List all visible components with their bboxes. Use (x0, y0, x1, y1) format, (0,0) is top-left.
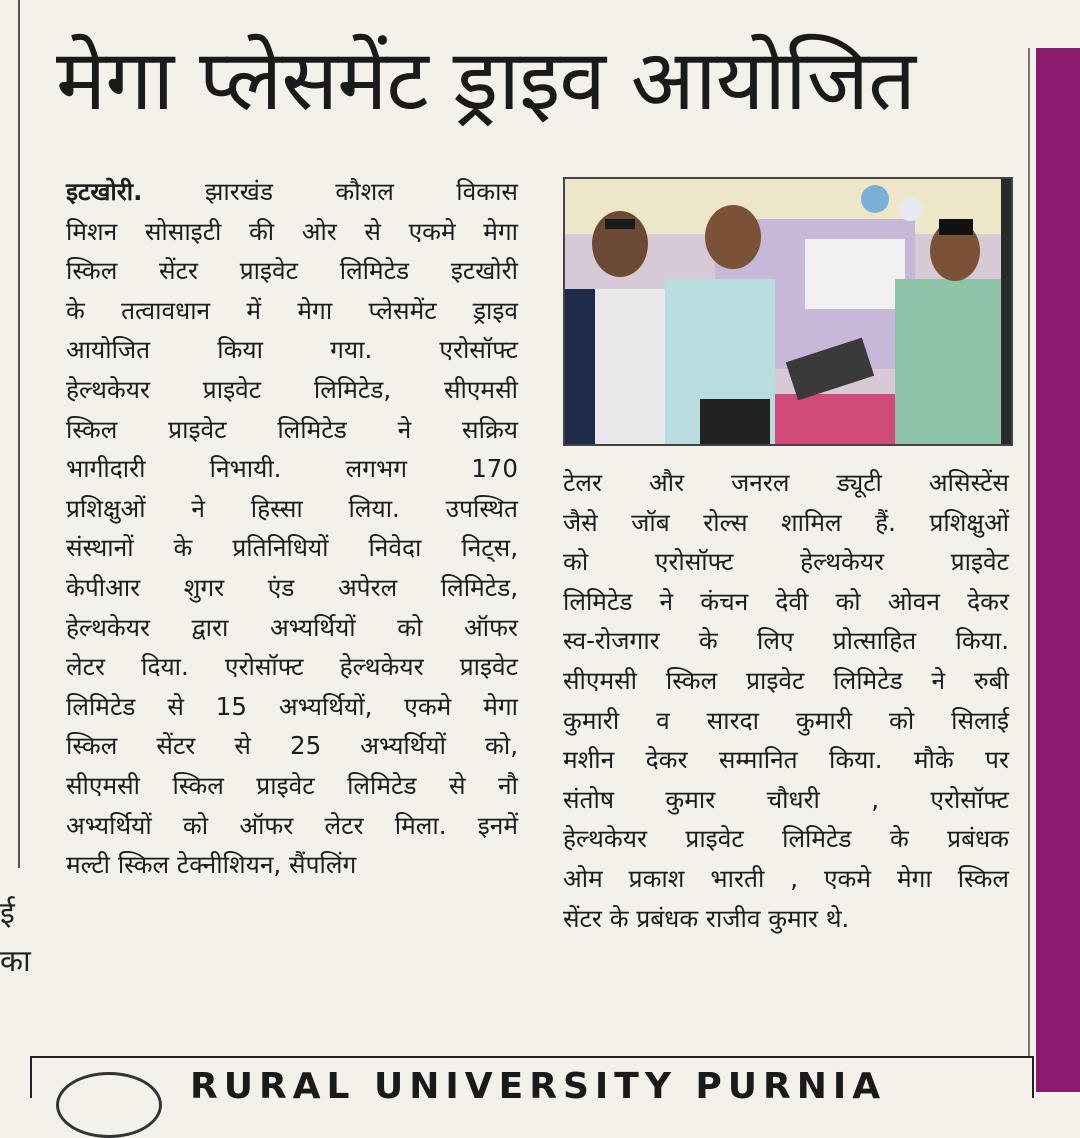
right-line-7: मशीन देकर सम्मानित किया. मौके पर (563, 745, 1009, 775)
left-line-8: प्रशिक्षुओं ने हिस्सा लिया. उपस्थित (66, 493, 518, 523)
left-line-5: हेल्थकेयर प्राइवेट लिमिटेड, सीएमसी (66, 374, 518, 404)
left-line-15: सीएमसी स्किल प्राइवेट लिमिटेड से नौ (66, 770, 518, 800)
right-line-6: कुमारी व सारदा कुमारी को सिलाई (563, 705, 1009, 735)
left-column (66, 172, 518, 885)
dateline: इटखोरी. (66, 177, 143, 206)
left-line-11: हेल्थकेयर द्वारा अभ्यर्थियों को ऑफर (66, 612, 518, 642)
right-frame (1028, 48, 1036, 1092)
left-line-0 (66, 172, 518, 212)
left-column-rule (0, 0, 20, 868)
left-line-0-text: झारखंड कौशल विकास (142, 177, 518, 206)
photo-illustration (565, 179, 1011, 444)
right-magenta-strip (1036, 48, 1080, 1092)
left-line-9: संस्थानों के प्रतिनिधियों निवेदा निट्स, (66, 533, 518, 563)
neighbor-fragment-1: ई (0, 896, 15, 931)
headline: मेगा प्लेसमेंट ड्राइव आयोजित (56, 31, 916, 129)
right-line-11: सेंटर के प्रबंधक राजीव कुमार थे. (563, 903, 850, 933)
left-line-7: भागीदारी निभायी. लगभग 170 (66, 454, 518, 484)
news-photo (563, 177, 1013, 446)
left-line-17: मल्टी स्किल टेक्नीशियन, सैंपलिंग (66, 850, 357, 880)
left-line-1: मिशन सोसाइटी की ओर से एकमे मेगा (66, 216, 518, 246)
left-line-4: आयोजित किया गया. एरोसॉफ्ट (66, 335, 518, 365)
left-line-13: लिमिटेड से 15 अभ्यर्थियों, एकमे मेगा (66, 691, 518, 721)
right-line-10: ओम प्रकाश भारती , एकमे मेगा स्किल (563, 863, 1009, 893)
right-line-4: स्व-रोजगार के लिए प्रोत्साहित किया. (563, 626, 1009, 656)
right-line-8: संतोष कुमार चौधरी , एरोसॉफ्ट (563, 784, 1009, 814)
next-article-heading: RURAL UNIVERSITY PURNIA (190, 1066, 887, 1107)
university-logo (56, 1072, 162, 1138)
left-line-2: स्किल सेंटर प्राइवेट लिमिटेड इटखोरी (66, 256, 518, 286)
left-line-14: स्किल सेंटर से 25 अभ्यर्थियों को, (66, 731, 518, 761)
left-line-3: के तत्वावधान में मेगा प्लेसमेंट ड्राइव (66, 295, 518, 325)
right-column (563, 463, 1009, 938)
left-line-6: स्किल प्राइवेट लिमिटेड ने सक्रिय (66, 414, 518, 444)
right-line-0: टेलर और जनरल ड्यूटी असिस्टेंस (563, 468, 1009, 497)
left-line-12: लेटर दिया. एरोसॉफ्ट हेल्थकेयर प्राइवेट (66, 652, 518, 682)
right-line-9: हेल्थकेयर प्राइवेट लिमिटेड के प्रबंधक (563, 824, 1009, 854)
right-line-1: जैसे जॉब रोल्स शामिल हैं. प्रशिक्षुओं (563, 507, 1009, 537)
right-line-3: लिमिटेड ने कंचन देवी को ओवन देकर (563, 586, 1009, 616)
left-line-16: अभ्यर्थियों को ऑफर लेटर मिला. इनमें (66, 810, 518, 840)
left-line-10: केपीआर शुगर एंड अपेरल लिमिटेड, (66, 572, 518, 602)
right-line-2: को एरोसॉफ्ट हेल्थकेयर प्राइवेट (563, 547, 1009, 577)
neighbor-fragment-2: का (0, 944, 31, 979)
right-line-5: सीएमसी स्किल प्राइवेट लिमिटेड ने रुबी (563, 665, 1009, 695)
